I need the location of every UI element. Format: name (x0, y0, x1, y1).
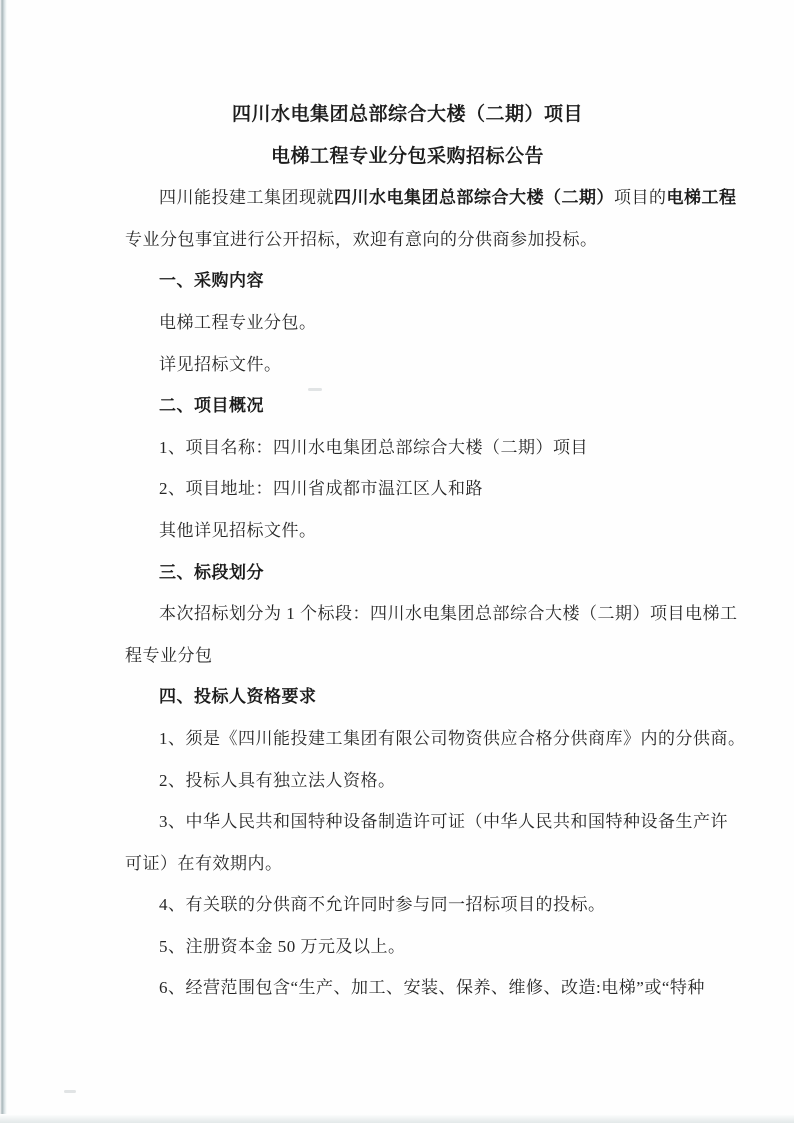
text-line (125, 552, 690, 594)
text-line (125, 468, 690, 510)
document-text (125, 177, 746, 1009)
text-line (125, 260, 690, 302)
scan-edge-left (0, 0, 7, 1123)
document-title-line: 电梯工程专业分包采购招标公告 (270, 145, 544, 167)
text-segment: 其他详见招标文件。 (159, 520, 317, 540)
text-line (125, 760, 690, 802)
text-line (125, 676, 690, 718)
text-segment: 可证）在有效期内。 (125, 853, 283, 873)
text-line (125, 344, 690, 386)
text-segment: 专业分包事宜进行公开招标，欢迎有意向的分供商参加投标。 (125, 229, 598, 249)
document-body (125, 94, 746, 1009)
text-line (125, 801, 728, 843)
text-line (125, 926, 690, 968)
text-line (125, 219, 690, 261)
text-segment-bold: 一、采购内容 (159, 271, 264, 291)
text-segment-bold: 四、投标人资格要求 (159, 687, 317, 707)
text-segment: 1、项目名称：四川水电集团总部综合大楼（二期）项目 (159, 437, 588, 457)
text-segment: 3、中华人民共和国特种设备制造许可证（中华人民共和国特种设备生产许 (159, 812, 728, 832)
text-line (125, 884, 690, 926)
text-segment-bold: 四川水电集团总部综合大楼（二期） (334, 188, 614, 208)
document-title (125, 94, 690, 177)
text-segment-bold: 三、标段划分 (159, 562, 264, 582)
text-line (125, 385, 690, 427)
document-title-line: 四川水电集团总部综合大楼（二期）项目 (231, 104, 583, 125)
text-segment: 程专业分包 (125, 645, 213, 665)
text-line (125, 302, 690, 344)
text-segment: 2、项目地址：四川省成都市温江区人和路 (159, 479, 483, 499)
text-line (125, 635, 690, 677)
text-line (125, 177, 737, 219)
text-segment: 5、注册资本金 50 万元及以上。 (159, 936, 406, 956)
text-segment: 2、投标人具有独立法人资格。 (159, 770, 396, 790)
text-segment: 四川能投建工集团现就 (159, 188, 334, 208)
text-segment: 1、须是《四川能投建工集团有限公司物资供应合格分供商库》内的分供商。 (159, 728, 746, 748)
text-segment: 6、经营范围包含“生产、加工、安装、保养、维修、改造:电梯”或“特种 (159, 978, 705, 998)
text-line (125, 427, 690, 469)
text-line (125, 593, 738, 635)
text-line (125, 843, 690, 885)
text-line (125, 718, 746, 760)
text-segment-bold: 二、项目概况 (159, 396, 264, 416)
text-line (125, 967, 705, 1009)
text-segment: 4、有关联的分供商不允许同时参与同一招标项目的投标。 (159, 895, 606, 915)
text-segment: 电梯工程专业分包。 (159, 312, 317, 332)
scan-edge-bottom (0, 1114, 794, 1123)
scan-smudge (64, 1090, 76, 1093)
text-segment-bold: 电梯工程 (666, 188, 737, 208)
text-segment: 详见招标文件。 (159, 354, 282, 374)
text-line (125, 510, 690, 552)
text-segment: 项目的 (614, 188, 667, 208)
text-segment: 本次招标划分为 1 个标段：四川水电集团总部综合大楼（二期）项目电梯工 (159, 604, 738, 624)
